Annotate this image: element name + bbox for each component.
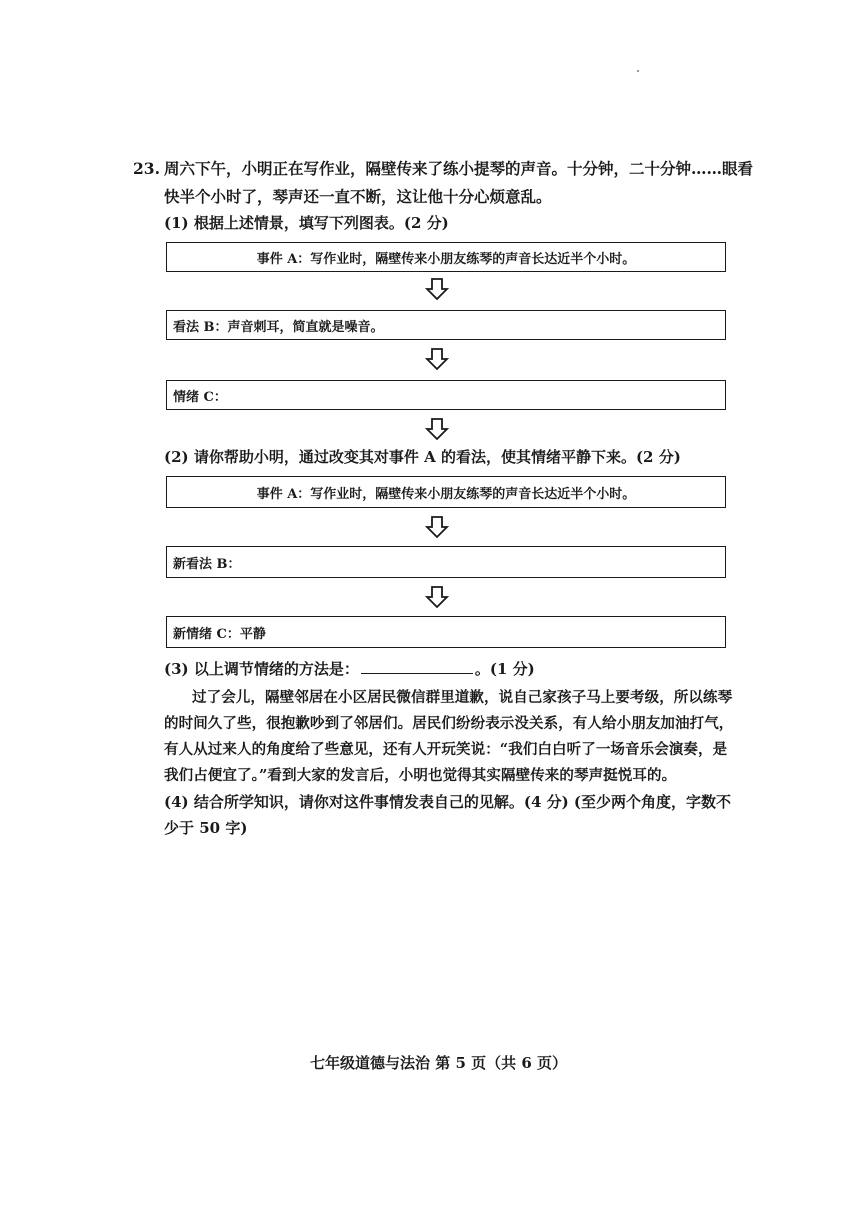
passage-line-2: 的时间久了些，很抱歉吵到了邻居们。居民们纷纷表示没关系，有人给小朋友加油打气，: [164, 715, 734, 732]
part3-prompt: [164, 658, 535, 679]
part1-emotion-box[interactable]: [166, 380, 726, 410]
down-arrow-icon: [425, 586, 449, 608]
down-arrow-icon: [425, 278, 449, 300]
part4-answer-area[interactable]: [164, 848, 724, 1038]
passage-line-3: 有人从过来人的角度给了些意见，还有人开玩笑说：“我们白白听了一场音乐会演奏，是: [164, 741, 728, 758]
down-arrow-icon: [425, 418, 449, 440]
part2-new-emotion-text: 新情绪 C：平静: [173, 626, 266, 642]
part1-event-text: 事件 A：写作业时，隔壁传来小朋友练琴的声音长达近半个小时。: [256, 251, 636, 267]
part2-new-view-text: 新看法 B：: [173, 556, 241, 572]
part2-event-text: 事件 A：写作业时，隔壁传来小朋友练琴的声音长达近半个小时。: [256, 486, 636, 502]
part4-prompt-line-2: 少于 50 字): [164, 819, 248, 837]
part3-answer-blank[interactable]: [361, 659, 473, 674]
part1-emotion-text: 情绪 C：: [173, 389, 227, 405]
passage-line-4: 我们占便宜了。”看到大家的发言后，小明也觉得其实隔壁传来的琴声挺悦耳的。: [164, 767, 677, 784]
part1-view-box: [166, 310, 726, 340]
part2-event-box: [166, 476, 726, 508]
down-arrow-icon: [425, 516, 449, 538]
part3-prompt-after: 。(1 分): [474, 660, 535, 678]
part2-new-emotion-box: [166, 616, 726, 648]
part1-event-box: [166, 242, 726, 272]
part3-prompt-before: (3) 以上调节情绪的方法是：: [164, 660, 359, 678]
part1-view-text: 看法 B：声音刺耳，简直就是噪音。: [173, 319, 384, 335]
question-number: 23.: [133, 159, 160, 178]
part1-prompt: (1) 根据上述情景，填写下列图表。(2 分): [164, 214, 449, 232]
down-arrow-icon: [425, 348, 449, 370]
question-stem-line-2: 快半个小时了，琴声还一直不断，这让他十分心烦意乱。: [164, 187, 552, 206]
question-stem-line-1: 周六下午，小明正在写作业，隔壁传来了练小提琴的声音。十分钟，二十分钟……眼看: [164, 159, 754, 178]
part4-prompt-line-1: (4) 结合所学知识，请你对这件事情发表自己的见解。(4 分) (至少两个角度，字数不: [164, 793, 732, 811]
part2-new-view-box[interactable]: [166, 546, 726, 578]
passage-line-1: 过了会儿，隔壁邻居在小区居民微信群里道歉，说自己家孩子马上要考级，所以练琴: [192, 689, 733, 706]
scan-speck: [637, 70, 639, 72]
part2-prompt: (2) 请你帮助小明，通过改变其对事件 A 的看法，使其情绪平静下来。(2 分): [164, 448, 681, 466]
page-footer: 七年级道德与法治 第 5 页（共 6 页）: [310, 1054, 567, 1072]
